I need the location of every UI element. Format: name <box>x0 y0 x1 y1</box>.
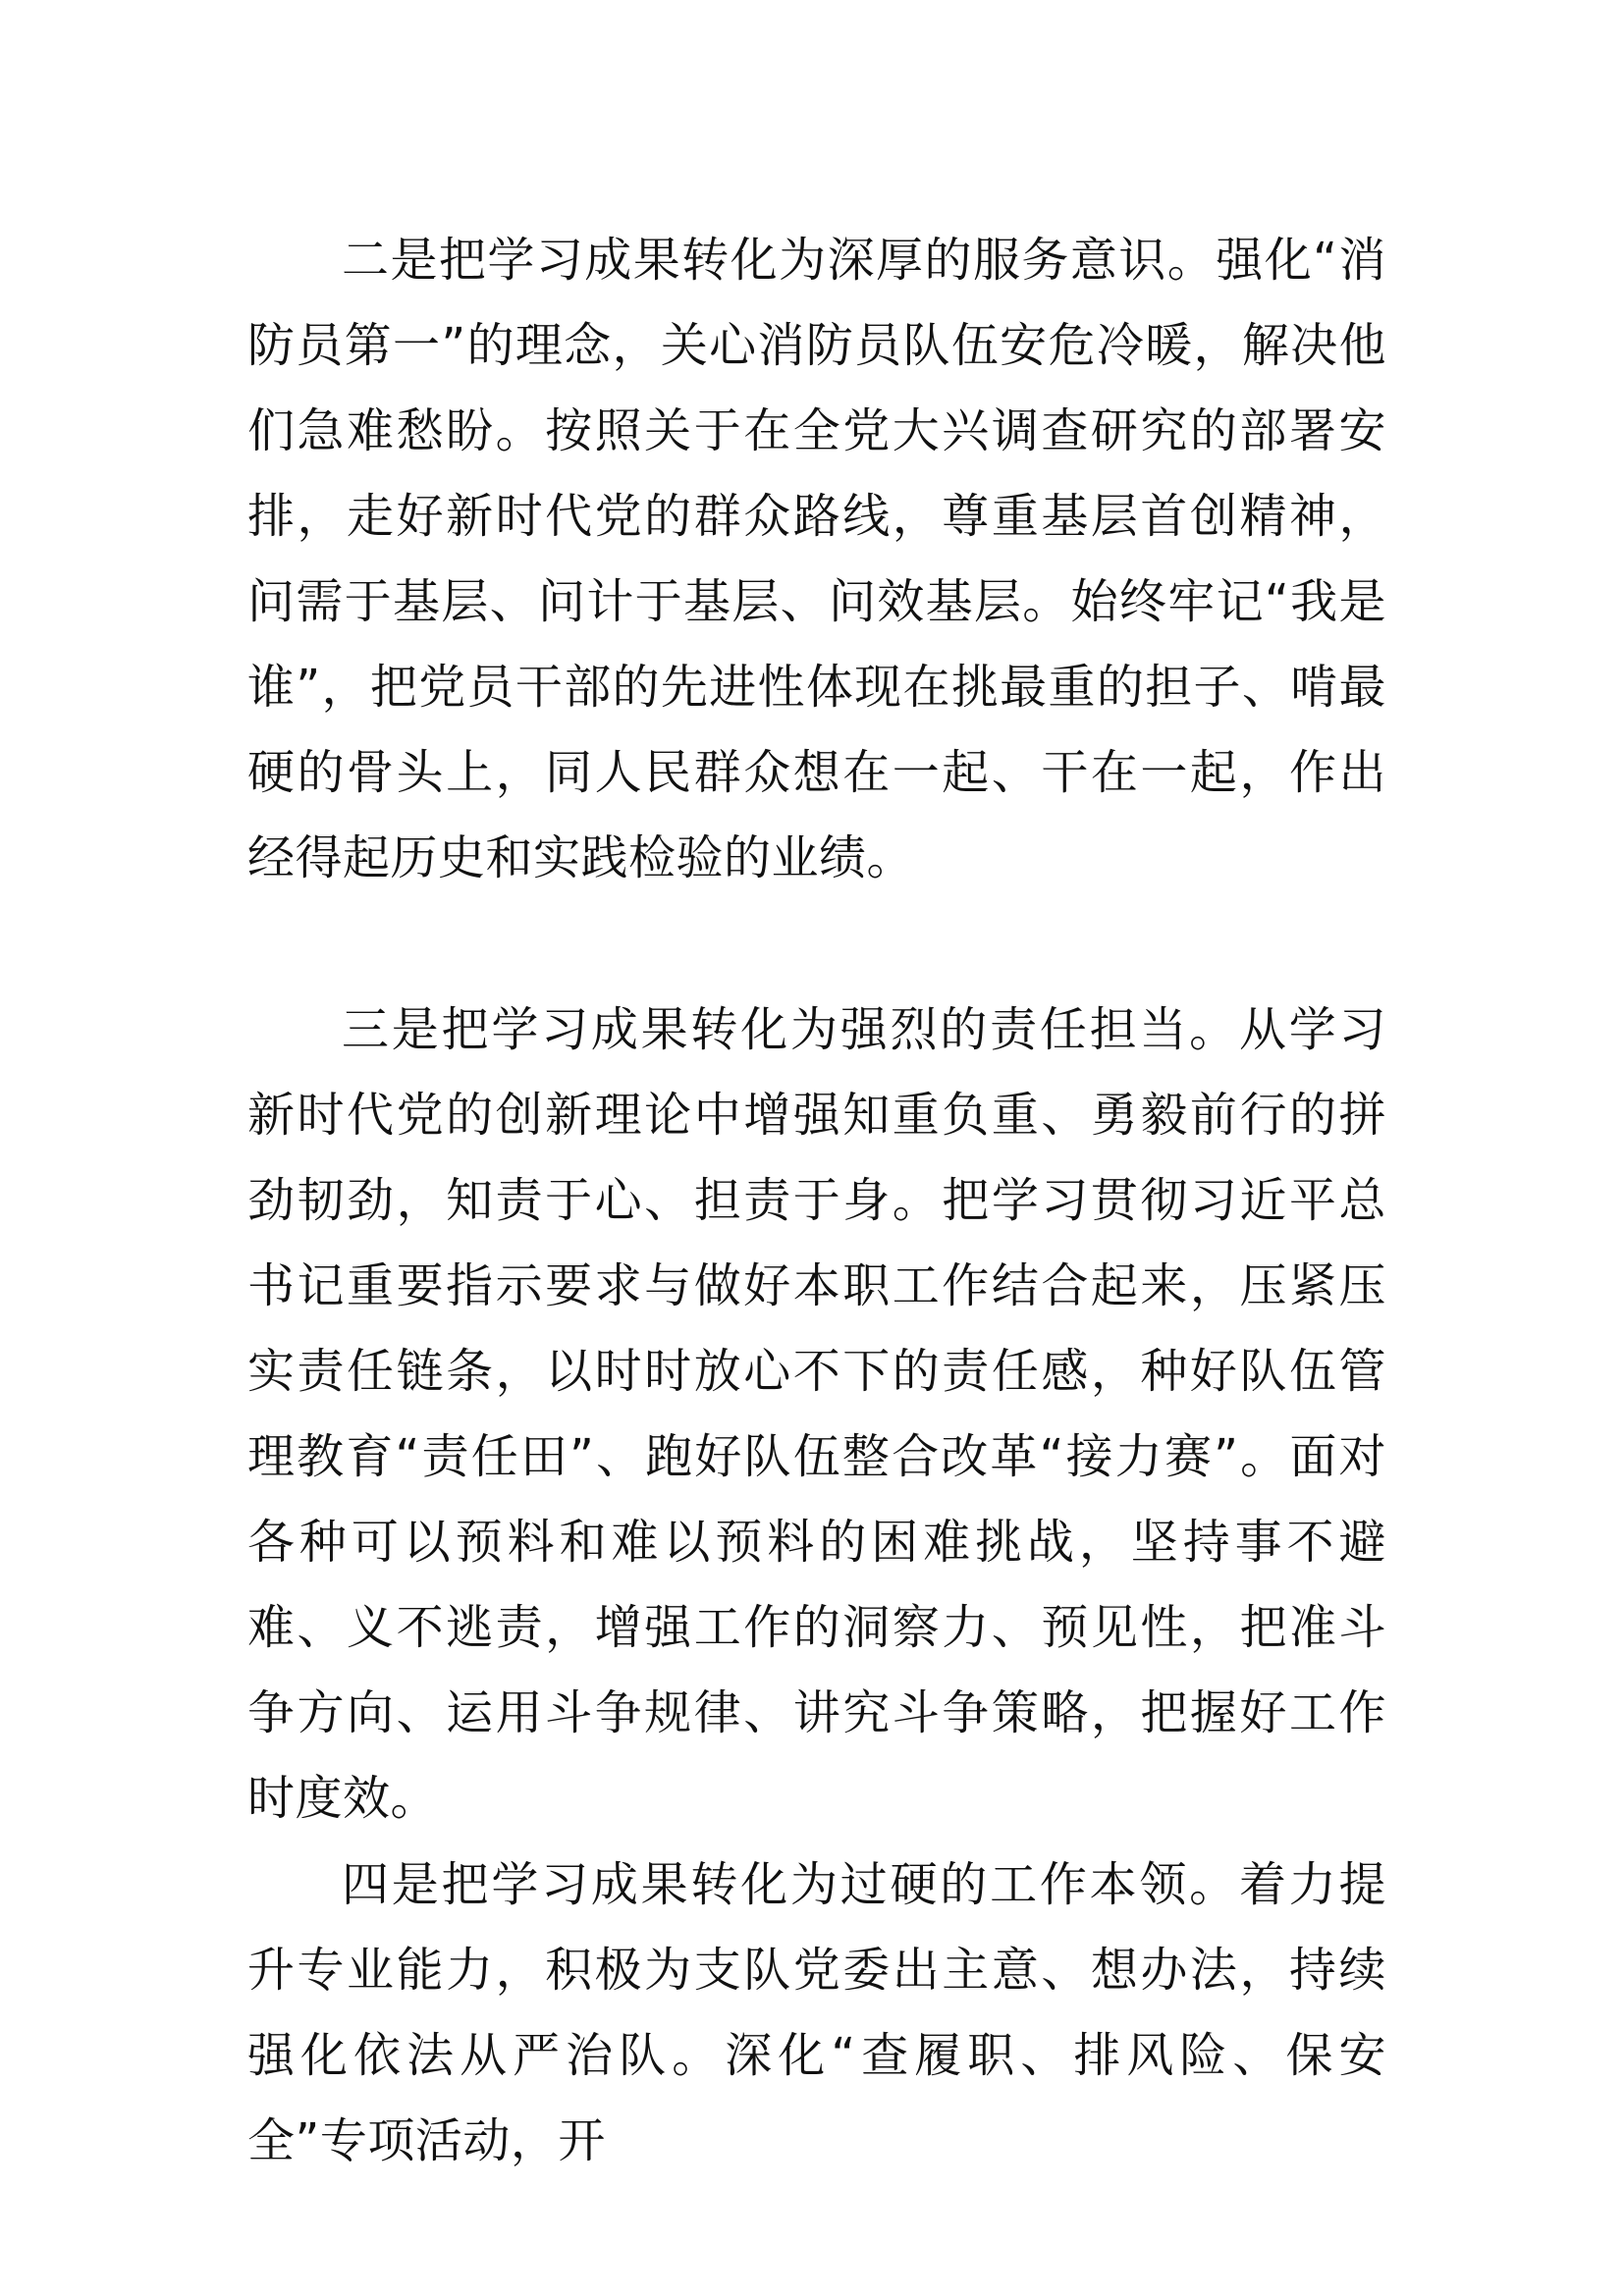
paragraph-responsibility: 三是把学习成果转化为强烈的责任担当。从学习新时代党的创新理论中增强知重负重、勇毅前行的拼劲韧劲，知责于心、担责于身。把学习贯彻习近平总书记重要指示要求与做好本职工作结合起来，压紧压实责任链条，以时时放心不下的责任感，种好队伍管理教育“责任田”、跑好队伍整合改革“接力赛”。面对各种可以预料和难以预料的困难挑战，坚持事不避难、义不逃责，增强工作的洞察力、预见性，把准斗争方向、运用斗争规律、讲究斗争策略，把握好工作时度效。 <box>247 1002 1386 1826</box>
paragraph-service-awareness: 二是把学习成果转化为深厚的服务意识。强化“消防员第一”的理念，关心消防员队伍安危冷暖，解决他们急难愁盼。按照关于在全党大兴调查研究的部署安排，走好新时代党的群众路线，尊重基层首创精神，问需于基层、问计于基层、问效基层。始终牢记“我是谁”，把党员干部的先进性体现在挑最重的担子、啃最硬的骨头上，同人民群众想在一起、干在一起，作出经得起历史和实践检验的业绩。 <box>247 233 1386 885</box>
paragraph-work-skills: 四是把学习成果转化为过硬的工作本领。着力提升专业能力，积极为支队党委出主意、想办法，持续强化依法从严治队。深化“查履职、排风险、保安全”专项活动，开 <box>247 1857 1386 2168</box>
